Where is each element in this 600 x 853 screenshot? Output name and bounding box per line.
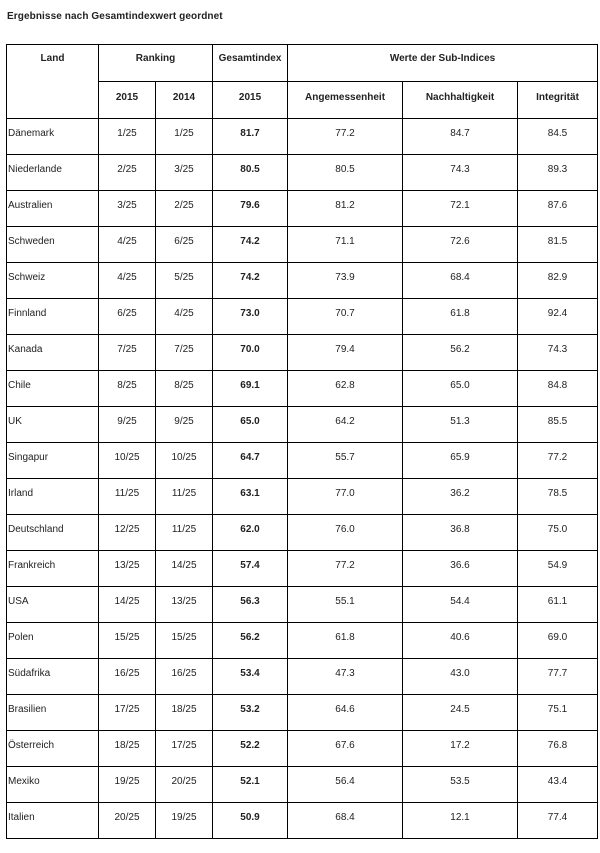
header-ranking-2014: 2014 [156,82,213,119]
table-row [7,371,598,407]
cell-angemessenheit: 79.4 [288,335,403,371]
cell-ranking-2015: 20/25 [99,803,156,839]
cell-nachhaltigkeit: 84.7 [403,119,518,155]
cell-gesamtindex: 73.0 [213,299,288,335]
cell-nachhaltigkeit: 53.5 [403,767,518,803]
cell-ranking-2015: 7/25 [99,335,156,371]
cell-country: Südafrika [7,659,99,695]
cell-ranking-2015: 4/25 [99,263,156,299]
header-angemessenheit: Angemessenheit [288,82,403,119]
cell-gesamtindex: 74.2 [213,227,288,263]
cell-integritaet: 87.6 [518,191,598,227]
results-table-container [6,44,600,853]
cell-country: Brasilien [7,695,99,731]
table-row [7,479,598,515]
cell-angemessenheit: 77.0 [288,479,403,515]
cell-gesamtindex: 62.0 [213,515,288,551]
cell-integritaet: 54.9 [518,551,598,587]
cell-nachhaltigkeit: 36.2 [403,479,518,515]
cell-ranking-2014: 10/25 [156,443,213,479]
cell-nachhaltigkeit: 56.2 [403,335,518,371]
cell-nachhaltigkeit: 65.9 [403,443,518,479]
cell-ranking-2014: 20/25 [156,767,213,803]
cell-ranking-2014: 18/25 [156,695,213,731]
cell-integritaet: 43.4 [518,767,598,803]
cell-ranking-2015: 6/25 [99,299,156,335]
cell-ranking-2015: 14/25 [99,587,156,623]
cell-integritaet: 61.1 [518,587,598,623]
table-row [7,515,598,551]
cell-country: Singapur [7,443,99,479]
cell-ranking-2015: 9/25 [99,407,156,443]
cell-gesamtindex: 63.1 [213,479,288,515]
cell-nachhaltigkeit: 43.0 [403,659,518,695]
cell-angemessenheit: 70.7 [288,299,403,335]
cell-nachhaltigkeit: 36.8 [403,515,518,551]
cell-gesamtindex: 53.2 [213,695,288,731]
cell-angemessenheit: 56.4 [288,767,403,803]
table-row [7,227,598,263]
header-integritaet: Integrität [518,82,598,119]
cell-ranking-2015: 18/25 [99,731,156,767]
cell-gesamtindex: 65.0 [213,407,288,443]
cell-gesamtindex: 50.9 [213,803,288,839]
cell-country: Frankreich [7,551,99,587]
cell-nachhaltigkeit: 65.0 [403,371,518,407]
table-row [7,191,598,227]
cell-angemessenheit: 73.9 [288,263,403,299]
cell-nachhaltigkeit: 61.8 [403,299,518,335]
cell-ranking-2014: 9/25 [156,407,213,443]
cell-country: Polen [7,623,99,659]
cell-gesamtindex: 80.5 [213,155,288,191]
cell-nachhaltigkeit: 24.5 [403,695,518,731]
table-row [7,119,598,155]
cell-integritaet: 89.3 [518,155,598,191]
cell-country: UK [7,407,99,443]
cell-ranking-2014: 1/25 [156,119,213,155]
cell-angemessenheit: 76.0 [288,515,403,551]
cell-gesamtindex: 70.0 [213,335,288,371]
cell-country: Schweiz [7,263,99,299]
cell-ranking-2015: 16/25 [99,659,156,695]
cell-country: Niederlande [7,155,99,191]
table-row [7,299,598,335]
cell-ranking-2015: 13/25 [99,551,156,587]
cell-integritaet: 69.0 [518,623,598,659]
cell-integritaet: 75.0 [518,515,598,551]
header-ranking: Ranking [99,45,213,82]
cell-country: Dänemark [7,119,99,155]
cell-gesamtindex: 52.1 [213,767,288,803]
cell-ranking-2014: 7/25 [156,335,213,371]
cell-ranking-2014: 14/25 [156,551,213,587]
cell-ranking-2014: 11/25 [156,515,213,551]
cell-country: Deutschland [7,515,99,551]
cell-ranking-2015: 11/25 [99,479,156,515]
table-row [7,551,598,587]
cell-country: Kanada [7,335,99,371]
cell-integritaet: 77.4 [518,803,598,839]
cell-country: Finnland [7,299,99,335]
cell-country: Schweden [7,227,99,263]
cell-ranking-2014: 6/25 [156,227,213,263]
cell-ranking-2014: 5/25 [156,263,213,299]
cell-integritaet: 77.7 [518,659,598,695]
cell-integritaet: 84.5 [518,119,598,155]
cell-country: Mexiko [7,767,99,803]
cell-integritaet: 81.5 [518,227,598,263]
cell-gesamtindex: 74.2 [213,263,288,299]
header-sub-indices: Werte der Sub-Indices [288,45,598,82]
cell-gesamtindex: 53.4 [213,659,288,695]
cell-ranking-2014: 15/25 [156,623,213,659]
cell-gesamtindex: 56.2 [213,623,288,659]
cell-angemessenheit: 55.7 [288,443,403,479]
cell-nachhaltigkeit: 68.4 [403,263,518,299]
cell-ranking-2014: 4/25 [156,299,213,335]
header-gesamtindex-2015: 2015 [213,82,288,119]
cell-angemessenheit: 64.2 [288,407,403,443]
cell-angemessenheit: 81.2 [288,191,403,227]
cell-integritaet: 75.1 [518,695,598,731]
cell-integritaet: 84.8 [518,371,598,407]
cell-gesamtindex: 69.1 [213,371,288,407]
cell-ranking-2014: 8/25 [156,371,213,407]
table-row [7,407,598,443]
cell-ranking-2015: 15/25 [99,623,156,659]
header-ranking-2015: 2015 [99,82,156,119]
cell-ranking-2015: 8/25 [99,371,156,407]
cell-angemessenheit: 68.4 [288,803,403,839]
cell-gesamtindex: 57.4 [213,551,288,587]
table-row [7,335,598,371]
cell-nachhaltigkeit: 51.3 [403,407,518,443]
table-row [7,443,598,479]
cell-ranking-2014: 11/25 [156,479,213,515]
cell-angemessenheit: 80.5 [288,155,403,191]
header-land: Land [7,45,99,119]
cell-ranking-2014: 16/25 [156,659,213,695]
cell-angemessenheit: 64.6 [288,695,403,731]
cell-nachhaltigkeit: 12.1 [403,803,518,839]
cell-integritaet: 92.4 [518,299,598,335]
header-row-top [7,45,598,82]
cell-angemessenheit: 47.3 [288,659,403,695]
cell-nachhaltigkeit: 17.2 [403,731,518,767]
cell-angemessenheit: 77.2 [288,119,403,155]
cell-nachhaltigkeit: 74.3 [403,155,518,191]
cell-integritaet: 85.5 [518,407,598,443]
cell-angemessenheit: 67.6 [288,731,403,767]
cell-ranking-2015: 19/25 [99,767,156,803]
table-row [7,767,598,803]
cell-ranking-2014: 17/25 [156,731,213,767]
header-gesamtindex: Gesamtindex [213,45,288,82]
table-row [7,731,598,767]
results-table [6,44,598,839]
cell-ranking-2015: 4/25 [99,227,156,263]
table-body [7,119,598,839]
cell-angemessenheit: 62.8 [288,371,403,407]
cell-nachhaltigkeit: 36.6 [403,551,518,587]
cell-country: Australien [7,191,99,227]
cell-ranking-2014: 19/25 [156,803,213,839]
cell-gesamtindex: 64.7 [213,443,288,479]
cell-integritaet: 82.9 [518,263,598,299]
table-row [7,659,598,695]
cell-ranking-2015: 3/25 [99,191,156,227]
cell-nachhaltigkeit: 72.1 [403,191,518,227]
cell-gesamtindex: 56.3 [213,587,288,623]
cell-country: Chile [7,371,99,407]
table-row [7,695,598,731]
cell-ranking-2015: 1/25 [99,119,156,155]
table-row [7,155,598,191]
cell-ranking-2015: 10/25 [99,443,156,479]
cell-integritaet: 77.2 [518,443,598,479]
cell-nachhaltigkeit: 72.6 [403,227,518,263]
cell-ranking-2015: 17/25 [99,695,156,731]
cell-angemessenheit: 77.2 [288,551,403,587]
cell-ranking-2014: 3/25 [156,155,213,191]
cell-angemessenheit: 61.8 [288,623,403,659]
cell-integritaet: 76.8 [518,731,598,767]
table-row [7,587,598,623]
cell-country: Österreich [7,731,99,767]
table-row [7,263,598,299]
cell-integritaet: 78.5 [518,479,598,515]
cell-nachhaltigkeit: 54.4 [403,587,518,623]
cell-country: USA [7,587,99,623]
header-nachhaltigkeit: Nachhaltigkeit [403,82,518,119]
table-row [7,623,598,659]
cell-integritaet: 74.3 [518,335,598,371]
cell-gesamtindex: 79.6 [213,191,288,227]
cell-ranking-2014: 13/25 [156,587,213,623]
cell-gesamtindex: 81.7 [213,119,288,155]
cell-ranking-2015: 2/25 [99,155,156,191]
cell-ranking-2015: 12/25 [99,515,156,551]
cell-country: Irland [7,479,99,515]
cell-angemessenheit: 71.1 [288,227,403,263]
page-title: Ergebnisse nach Gesamtindexwert geordnet [7,11,223,22]
cell-ranking-2014: 2/25 [156,191,213,227]
cell-gesamtindex: 52.2 [213,731,288,767]
cell-nachhaltigkeit: 40.6 [403,623,518,659]
cell-country: Italien [7,803,99,839]
cell-angemessenheit: 55.1 [288,587,403,623]
table-row [7,803,598,839]
